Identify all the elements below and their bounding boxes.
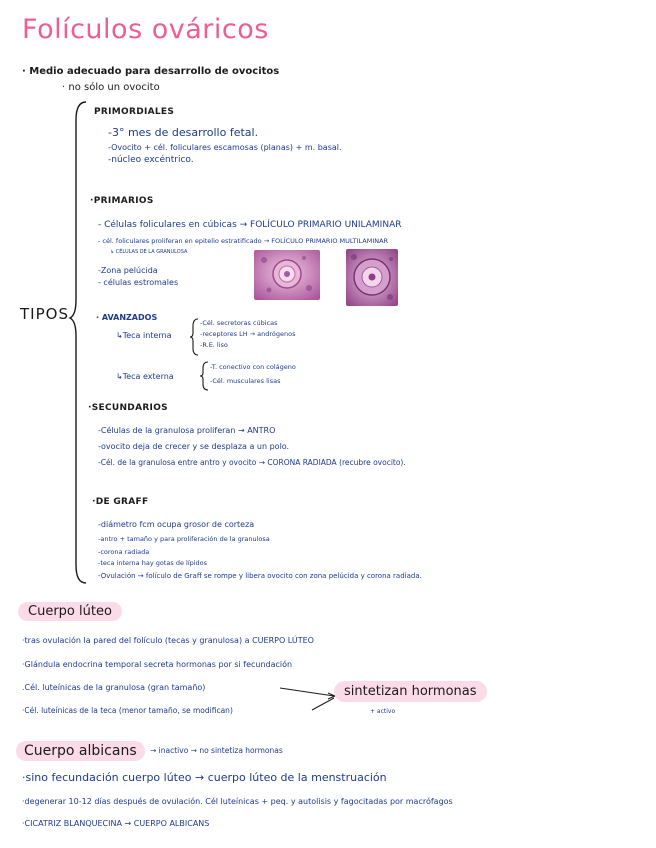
secundarios-heading: ·SECUNDARIOS bbox=[88, 403, 168, 413]
primordiales-item-1: -3° mes de desarrollo fetal. bbox=[108, 126, 259, 139]
teca-interna-item-1: -Cél. secretoras cúbicas bbox=[200, 319, 278, 327]
intro-line-1: · Medio adecuado para desarrollo de ovocitos bbox=[22, 66, 280, 77]
primarios-item-2: - cél. foliculares proliferan en epitelio estratificado → FOLÍCULO PRIMARIO MULTILAMINAR bbox=[98, 237, 389, 245]
teca-externa-brace bbox=[200, 361, 210, 391]
primordiales-heading: PRIMORDIALES bbox=[94, 107, 175, 117]
primordiales-item-3: -núcleo excéntrico. bbox=[108, 155, 194, 165]
cuerpo-luteo-heading bbox=[18, 604, 122, 619]
graff-heading: ·DE GRAFF bbox=[92, 497, 149, 507]
primarios-item-4: - células estromales bbox=[98, 278, 179, 287]
sintetizan-bubble bbox=[334, 684, 487, 699]
primordiales-item-2: -Ovocito + cél. foliculares escamosas (planas) + m. basal. bbox=[108, 143, 342, 152]
cuerpo-albicans-heading bbox=[16, 743, 145, 759]
cuerpo-albicans-heading-note: → inactivo → no sintetiza hormonas bbox=[150, 746, 283, 755]
secundarios-item-2: -ovocito deja de crecer y se desplaza a un polo. bbox=[98, 442, 290, 451]
cuerpo-albicans-item-3: ·CICATRIZ BLANQUECINA → CUERPO ALBICANS bbox=[22, 819, 210, 828]
histology-image-multilaminar bbox=[346, 249, 398, 306]
tipos-brace bbox=[72, 100, 88, 585]
avanzados-label: · AVANZADOS bbox=[96, 313, 158, 322]
teca-externa-label: ↳Teca externa bbox=[116, 372, 174, 381]
primarios-note: ↳ CÉLULAS DE LA GRANULOSA bbox=[110, 249, 188, 255]
graff-item-5: -Ovulación → folículo de Graff se rompe y libera ovocito con zona pelúcida y corona radiada. bbox=[98, 572, 422, 580]
tipos-label: TIPOS bbox=[20, 305, 69, 323]
graff-item-1: -diámetro fcm ocupa grosor de corteza bbox=[98, 520, 255, 529]
intro-line-2: · no sólo un ovocito bbox=[62, 82, 160, 93]
teca-interna-item-2: -receptores LH → andrógenos bbox=[200, 330, 296, 338]
cuerpo-luteo-item-3: .Cél. luteínicas de la granulosa (gran tamaño) bbox=[22, 683, 206, 692]
histology-image-primary bbox=[254, 250, 320, 300]
teca-interna-item-3: -R.E. liso bbox=[200, 341, 228, 349]
secundarios-item-1: -Células de la granulosa proliferan → ANTRO bbox=[98, 426, 276, 435]
graff-item-2: -antro + tamaño y para proliferación de la granulosa bbox=[98, 535, 270, 543]
primarios-item-1: - Células foliculares en cúbicas → FOLÍCULO PRIMARIO UNILAMINAR bbox=[98, 220, 402, 230]
sintetizan-bubble-text: sintetizan hormonas bbox=[334, 681, 487, 702]
teca-interna-brace bbox=[190, 318, 200, 356]
cuerpo-albicans-item-1: ·sino fecundación cuerpo lúteo → cuerpo lúteo de la menstruación bbox=[22, 771, 387, 784]
cuerpo-luteo-item-1: ·tras ovulación la pared del folículo (tecas y granulosa) a CUERPO LÚTEO bbox=[22, 636, 314, 645]
primarios-item-3: -Zona pelúcida bbox=[98, 266, 158, 275]
graff-item-4: -teca interna hay gotas de lípidos bbox=[98, 559, 208, 567]
cuerpo-luteo-item-2: ·Glándula endocrina temporal secreta hormonas por si fecundación bbox=[22, 660, 293, 669]
cuerpo-luteo-item-4: ·Cél. luteínicas de la teca (menor tamaño, se modifican) bbox=[22, 706, 233, 715]
primarios-heading: ·PRIMARIOS bbox=[90, 196, 154, 206]
teca-externa-item-2: -Cél. musculares lisas bbox=[210, 377, 281, 385]
cuerpo-albicans-item-2: ·degenerar 10-12 días después de ovulación. Cél luteínicas + peq. y autolisis y fagocitadas por macrófagos bbox=[22, 797, 453, 806]
teca-externa-item-1: -T. conectivo con colágeno bbox=[210, 363, 296, 371]
secundarios-item-3: -Cél. de la granulosa entre antro y ovocito → CORONA RADIADA (recubre ovocito). bbox=[98, 458, 406, 467]
cuerpo-luteo-arrows bbox=[278, 684, 338, 714]
activo-note: + activo bbox=[370, 708, 396, 715]
graff-item-3: -corona radiada bbox=[98, 548, 150, 556]
page-title: Folículos ováricos bbox=[22, 14, 269, 45]
cuerpo-luteo-heading-text: Cuerpo lúteo bbox=[18, 602, 122, 621]
cuerpo-albicans-heading-text: Cuerpo albicans bbox=[16, 741, 145, 761]
teca-interna-label: ↳Teca interna bbox=[116, 331, 172, 340]
